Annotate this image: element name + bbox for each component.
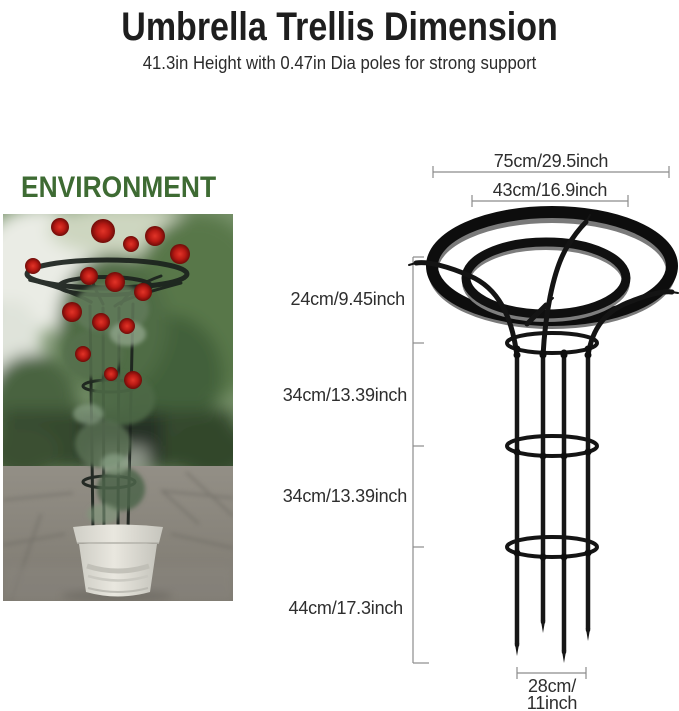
height-label-1: 24cm/9.45inch <box>290 289 405 309</box>
height-label-4: 44cm/17.3inch <box>288 598 403 618</box>
bottom-width-label-line2: 11inch <box>526 693 578 711</box>
page-title: Umbrella Trellis Dimension <box>121 5 558 49</box>
trellis-drawing <box>409 212 678 663</box>
environment-label: ENVIRONMENT <box>21 171 217 204</box>
top-width-label: 75cm/29.5inch <box>493 151 609 171</box>
bottom-width-label-line1: 28cm/ <box>527 676 577 696</box>
trellis-poles <box>515 352 590 663</box>
height-label-3: 34cm/13.39inch <box>282 486 407 506</box>
inner-width-label: 43cm/16.9inch <box>492 180 608 200</box>
umbrella-rings <box>432 212 672 324</box>
cage-rings <box>507 333 597 557</box>
height-label-2: 34cm/13.39inch <box>282 385 407 405</box>
height-dimension-line <box>413 257 429 663</box>
page-subtitle: 41.3in Height with 0.47in Dia poles for strong support <box>142 53 537 73</box>
